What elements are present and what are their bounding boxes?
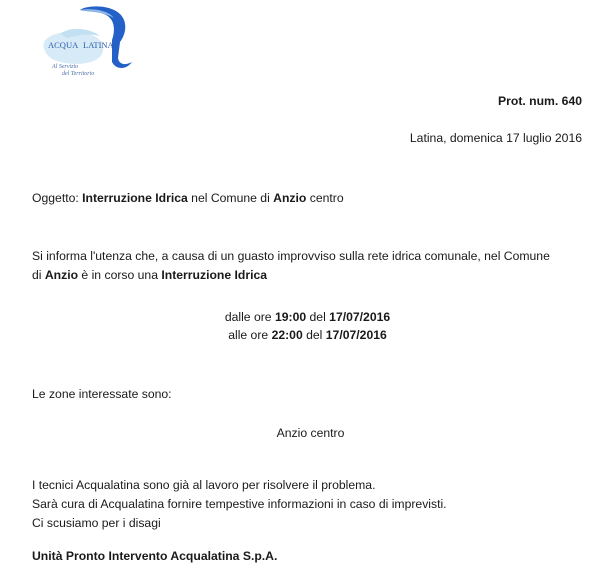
svg-text:ACQUA: ACQUA (48, 40, 79, 50)
zone-item: Anzio centro (276, 426, 345, 440)
closing-line-2: Sarà cura di Acqualatina fornire tempestive informazioni in caso di imprevisti. (32, 497, 447, 511)
body-line-2: di Anzio è in corso una Interruzione Idrica (32, 268, 268, 282)
place-date: Latina, domenica 17 luglio 2016 (409, 131, 582, 145)
acqualatina-logo (40, 4, 150, 82)
protocol-number: Prot. num. 640 (498, 94, 582, 108)
svg-text:LATINA: LATINA (83, 40, 114, 50)
closing-line-3: Ci scusiamo per i disagi (32, 516, 161, 530)
schedule-to: alle ore 22:00 del 17/07/2016 (228, 328, 387, 342)
logo-graphic-icon (40, 4, 150, 82)
subject-line: Oggetto: Interruzione Idrica nel Comune di Anzio centro (32, 191, 344, 205)
schedule-from: dalle ore 19:00 del 17/07/2016 (224, 310, 391, 324)
svg-text:Al Servizio: Al Servizio (52, 64, 79, 70)
closing-line-1: I tecnici Acqualatina sono già al lavoro per risolvere il problema. (32, 478, 376, 492)
body-line-1: Si informa l'utenza che, a causa di un guasto improvviso sulla rete idrica comunale, nel Comune (32, 249, 550, 263)
signature: Unità Pronto Intervento Acqualatina S.p.A. (32, 549, 278, 563)
zones-label: Le zone interessate sono: (32, 387, 172, 401)
svg-text:del Territorio: del Territorio (62, 71, 95, 77)
